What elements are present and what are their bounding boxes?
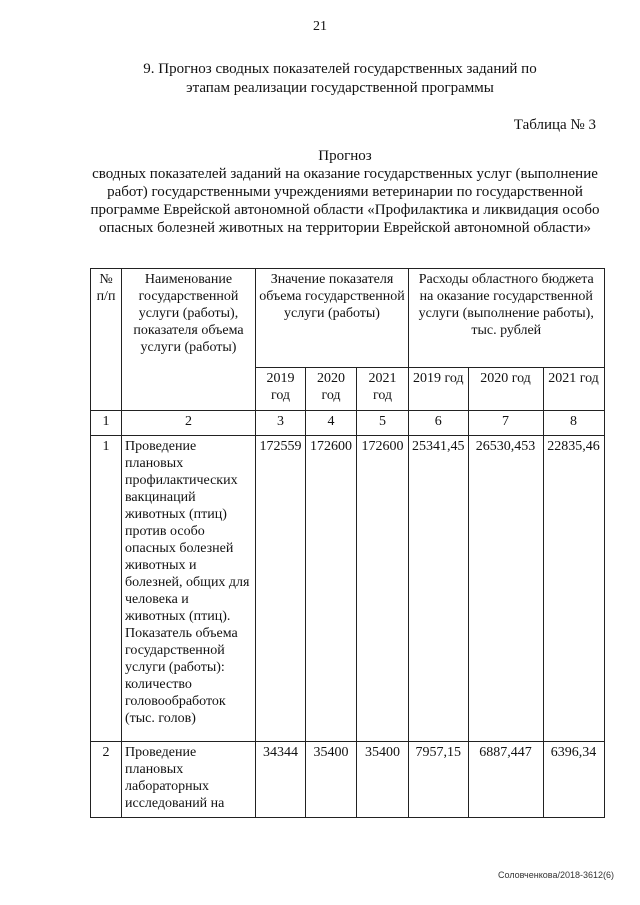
year-header: 2020 год: [468, 368, 543, 411]
column-number: 5: [357, 411, 409, 436]
table-label: Таблица № 3: [513, 117, 596, 133]
year-header: 2021 год: [543, 368, 604, 411]
table-row: [91, 436, 605, 742]
page-number: 21: [313, 19, 327, 34]
column-number: 2: [122, 411, 256, 436]
header-volume: Значение показателя объема государственной услуги (работы): [256, 269, 409, 368]
service-name: Проведение плановых профилактических вакцинаций животных (птиц) против особо опасных болезней животных и болезней, общих для человека и животных (птиц). Показатель объема государственной услуги (работы): количество головообработок (тыс. голов): [122, 436, 256, 742]
year-header: 2020 год: [306, 368, 357, 411]
year-header: 2019 год: [409, 368, 469, 411]
header-expenses: Расходы областного бюджета на оказание государственной услуги (выполнение работы), тыс. рублей: [409, 269, 605, 368]
column-number: 3: [256, 411, 306, 436]
volume-2021: 35400: [357, 742, 409, 818]
expense-2021: 6396,34: [543, 742, 604, 818]
expense-2019: 25341,45: [409, 436, 469, 742]
footer-code: Соловченкова/2018-3612(6): [498, 870, 614, 880]
volume-2021: 172600: [357, 436, 409, 742]
forecast-table: [90, 268, 605, 818]
expense-2020: 26530,453: [468, 436, 543, 742]
column-number: 4: [306, 411, 357, 436]
volume-2019: 34344: [256, 742, 306, 818]
header-no: № п/п: [91, 269, 122, 411]
volume-2020: 172600: [306, 436, 357, 742]
expense-2020: 6887,447: [468, 742, 543, 818]
volume-2019: 172559: [256, 436, 306, 742]
service-name: Проведение плановых лабораторных исследований на: [122, 742, 256, 818]
header-name: Наименование государственной услуги (работы), показателя объема услуги (работы): [122, 269, 256, 411]
expense-2019: 7957,15: [409, 742, 469, 818]
column-number: 7: [468, 411, 543, 436]
column-number: 8: [543, 411, 604, 436]
volume-2020: 35400: [306, 742, 357, 818]
expense-2021: 22835,46: [543, 436, 604, 742]
forecast-heading-title: Прогноз: [318, 148, 372, 164]
year-header: 2019 год: [256, 368, 306, 411]
section-title: 9. Прогноз сводных показателей государственных заданий по этапам реализации государственной программы: [143, 61, 537, 96]
year-header: 2021 год: [357, 368, 409, 411]
forecast-heading: [80, 147, 610, 237]
table-row: [91, 742, 605, 818]
column-number: 1: [91, 411, 122, 436]
row-number: 1: [91, 436, 122, 742]
forecast-heading-subtitle: сводных показателей заданий на оказание государственных услуг (выполнение работ) государственными учреждениями ветеринарии по государственной программе Еврейской автономной области «Профилактика и ликвидация особо опасных болезней животных на территории Еврейской автономной области»: [90, 166, 600, 236]
row-number: 2: [91, 742, 122, 818]
column-number: 6: [409, 411, 469, 436]
